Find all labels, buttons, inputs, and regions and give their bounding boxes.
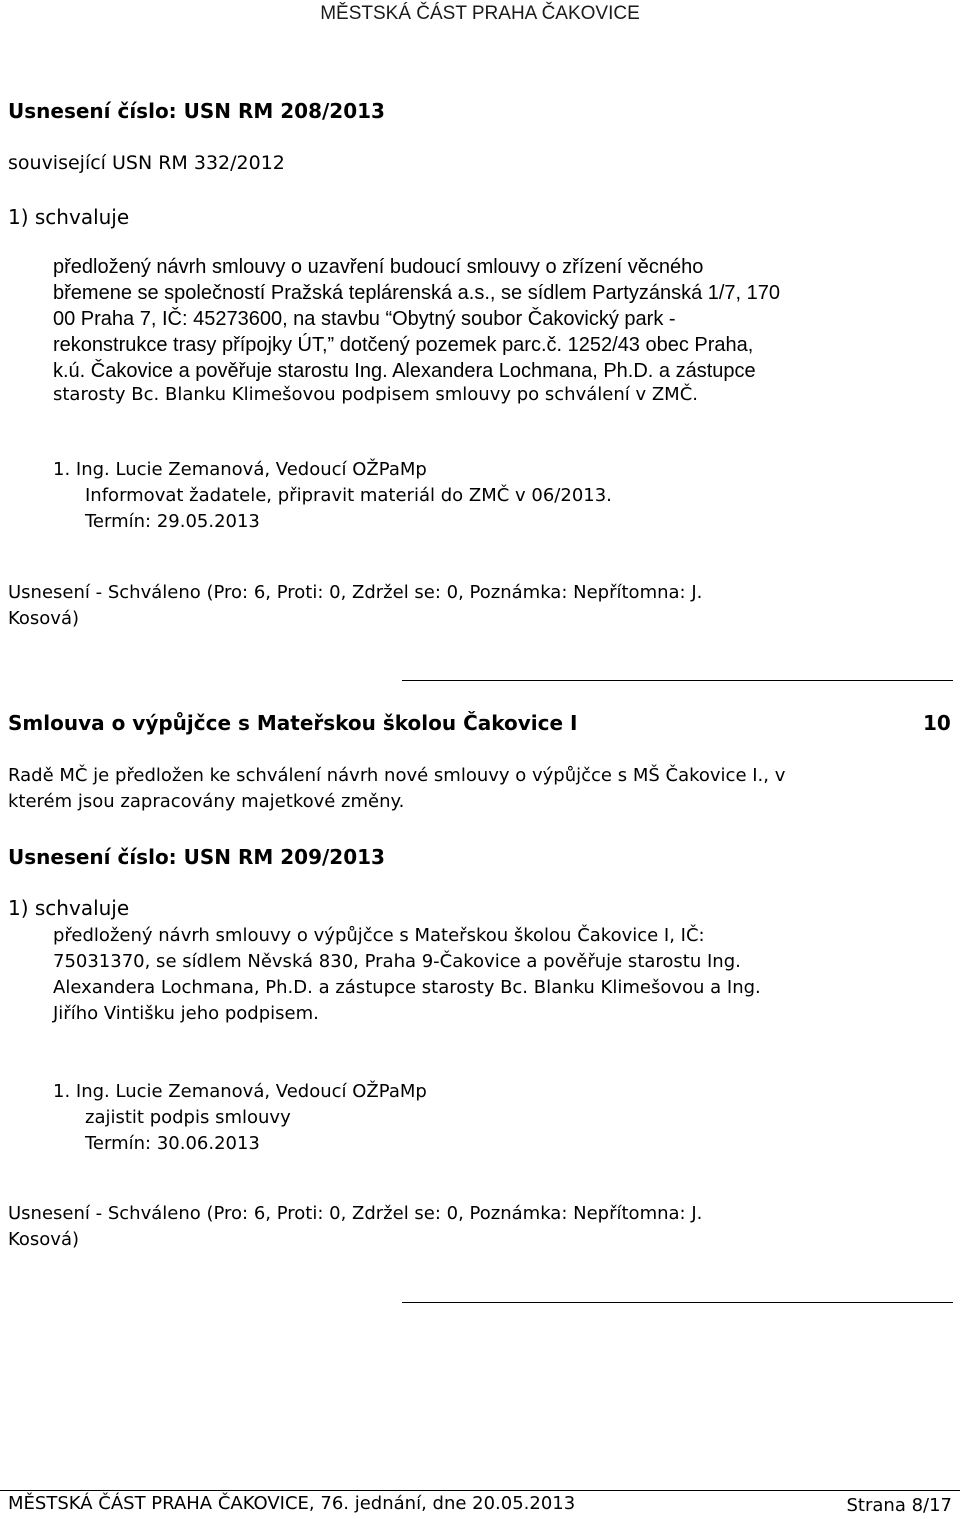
resolution-number: Usnesení číslo: USN RM 208/2013 xyxy=(8,99,385,123)
text-line: k.ú. Čakovice a pověřuje starostu Ing. Alexandera Lochmana, Ph.D. a zástupce xyxy=(53,360,756,382)
text-line: břemene se společností Pražská teplárenská a.s., se sídlem Partyzánská 1/7, 170 xyxy=(53,282,781,304)
vote-result-cont: Kosová) xyxy=(8,1229,80,1250)
task-assignee: 1. Ing. Lucie Zemanová, Vedoucí OŽPaMp xyxy=(53,459,427,480)
section-intro: Radě MČ je předložen ke schválení návrh nové smlouvy o výpůjčce s MŠ Čakovice I., v xyxy=(8,765,786,786)
page-number: Strana 8/17 xyxy=(846,1495,952,1516)
text-line: předložený návrh smlouvy o uzavření budoucí smlouvy o zřízení věcného xyxy=(53,256,704,278)
page-header: MĚSTSKÁ ČÁST PRAHA ČAKOVICE xyxy=(320,3,640,24)
text-line: předložený návrh smlouvy o výpůjčce s Mateřskou školou Čakovice I, IČ: xyxy=(53,925,705,946)
task-deadline: Termín: 30.06.2013 xyxy=(85,1133,260,1154)
footer-left: MĚSTSKÁ ČÁST PRAHA ČAKOVICE, 76. jednání, dne 20.05.2013 xyxy=(8,1493,576,1514)
task-text: zajistit podpis smlouvy xyxy=(85,1107,291,1128)
text-line: rekonstrukce trasy přípojky ÚT,” dotčený pozemek parc.č. 1252/43 obec Praha, xyxy=(53,334,754,356)
resolution-text xyxy=(53,923,761,1027)
task-assignee: 1. Ing. Lucie Zemanová, Vedoucí OŽPaMp xyxy=(53,1081,427,1102)
section-intro-cont: kterém jsou zapracovány majetkové změny. xyxy=(8,791,405,812)
divider xyxy=(402,680,953,681)
text-line: 75031370, se sídlem Něvská 830, Praha 9-Čakovice a pověřuje starostu Ing. xyxy=(53,951,741,972)
vote-result-cont: Kosová) xyxy=(8,608,80,629)
resolution-text xyxy=(53,254,780,384)
text-line: starosty Bc. Blanku Klimešovou podpisem smlouvy po schválení v ZMČ. xyxy=(53,384,698,405)
footer-rule xyxy=(0,1490,960,1491)
item-label: 1) schvaluje xyxy=(8,205,130,229)
resolution-number: Usnesení číslo: USN RM 209/2013 xyxy=(8,845,385,869)
item-label: 1) schvaluje xyxy=(8,896,130,920)
section-number: 10 xyxy=(923,711,951,735)
vote-result: Usnesení - Schváleno (Pro: 6, Proti: 0, Zdržel se: 0, Poznámka: Nepřítomna: J. xyxy=(8,1203,703,1224)
text-line: 00 Praha 7, IČ: 45273600, na stavbu “Obytný soubor Čakovický park - xyxy=(53,308,676,330)
task-deadline: Termín: 29.05.2013 xyxy=(85,511,260,532)
text-line: Jiřího Vintišku jeho podpisem. xyxy=(53,1003,319,1024)
task-text: Informovat žadatele, připravit materiál do ZMČ v 06/2013. xyxy=(85,485,612,506)
vote-result: Usnesení - Schváleno (Pro: 6, Proti: 0, Zdržel se: 0, Poznámka: Nepřítomna: J. xyxy=(8,582,703,603)
text-line: Alexandera Lochmana, Ph.D. a zástupce starosty Bc. Blanku Klimešovou a Ing. xyxy=(53,977,761,998)
section-title: Smlouva o výpůjčce s Mateřskou školou Čakovice I xyxy=(8,711,578,735)
related-resolution: související USN RM 332/2012 xyxy=(8,152,285,174)
divider xyxy=(402,1302,953,1303)
